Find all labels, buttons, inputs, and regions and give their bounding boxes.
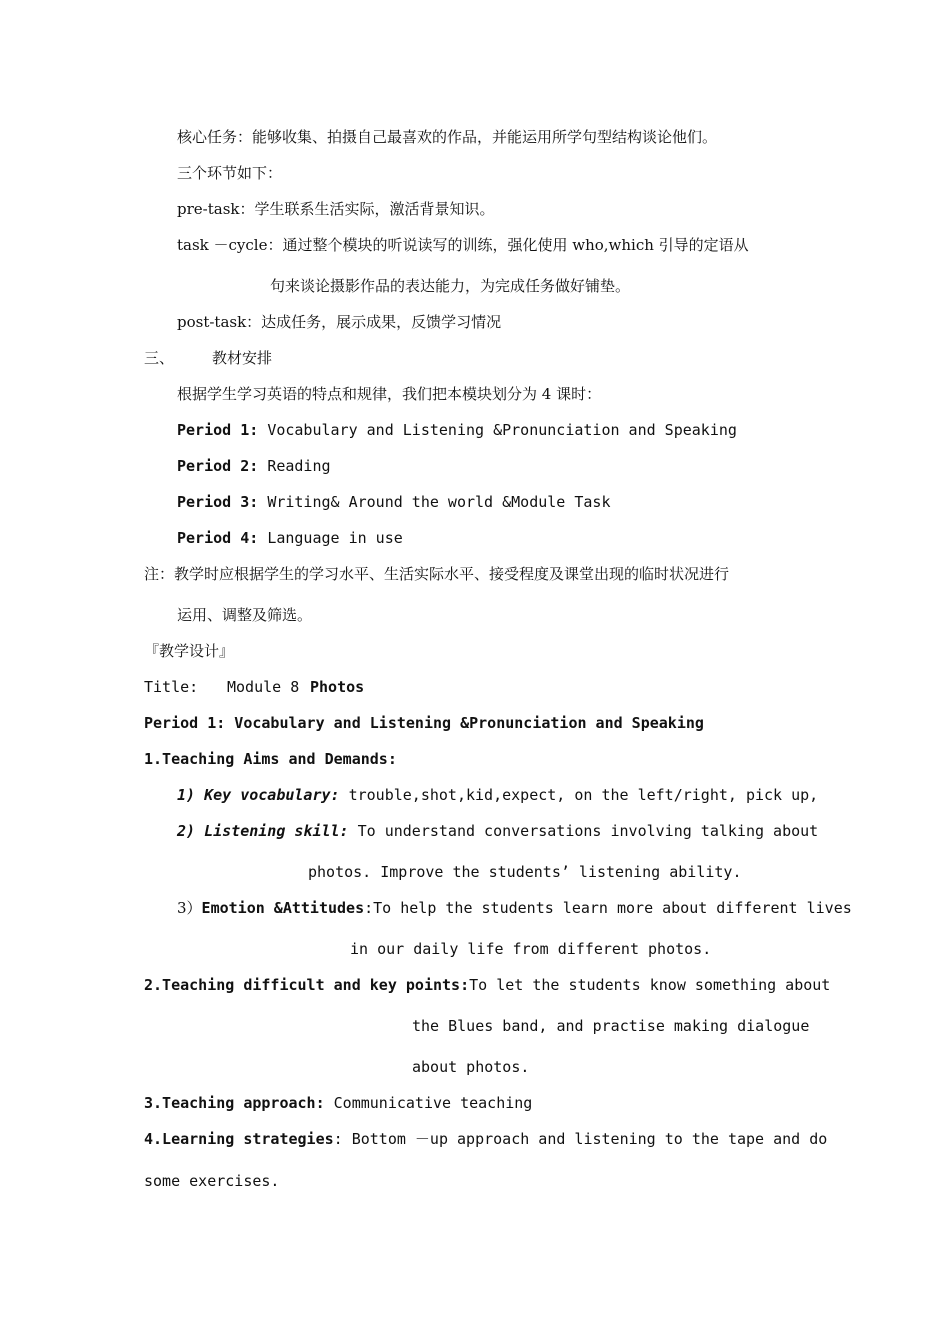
difficult-text: To let the students know something about (469, 976, 831, 994)
period-item (177, 492, 610, 512)
three-steps-text: 三个环节如下： (177, 164, 283, 182)
period-text: Vocabulary and Listening &Pronunciation and Speaking (267, 421, 737, 439)
aim-label: Emotion &Attitudes (201, 899, 365, 917)
aims-label: 1.Teaching Aims and Demands: (144, 750, 397, 768)
period-item (177, 456, 331, 476)
strategies-text: : Bottom －up approach and listening to the tape and do (333, 1130, 828, 1148)
period-text: Writing& Around the world &Module Task (267, 493, 611, 511)
period-heading: Period 1: Vocabulary and Listening &Pronunciation and Speaking (144, 714, 704, 732)
title-name: Photos (310, 678, 365, 696)
task-cycle-text-1: task －cycle：通过整个模块的听说读写的训练，强化使用 who,which 引导的定语从 (177, 236, 749, 254)
aim-text-continued: photos. Improve the students’ listening ability. (308, 863, 742, 881)
title-label: Title: (144, 678, 199, 696)
strategies-line (144, 1129, 828, 1149)
strategies-label: 4.Learning strategies (144, 1130, 334, 1148)
note-text-2: 运用、调整及筛选。 (177, 606, 313, 624)
period-item (177, 528, 403, 548)
aim-label: 2) Listening skill: (177, 822, 349, 840)
aim-text: To understand conversations involving talking about (357, 822, 819, 840)
title-line (144, 677, 198, 697)
difficult-points (144, 975, 831, 995)
aim-item-2 (177, 821, 819, 841)
section-intro: 根据学生学习英语的特点和规律，我们把本模块划分为 4 课时： (177, 385, 602, 403)
approach-line (144, 1093, 532, 1113)
difficult-text-continued: the Blues band, and practise making dialogue (412, 1017, 810, 1035)
aim-text-continued: in our daily life from different photos. (350, 940, 712, 958)
approach-text: Communicative teaching (333, 1094, 533, 1112)
aim-label: 1) Key vocabulary: (177, 786, 340, 804)
core-task-text: 核心任务：能够收集、拍摄自己最喜欢的作品，并能运用所学句型结构谈论他们。 (177, 128, 718, 146)
section-heading: 教材安排 (212, 349, 273, 367)
approach-label: 3.Teaching approach: (144, 1094, 325, 1112)
aim-text: trouble,shot,kid,expect, on the left/right, pick up, (348, 786, 819, 804)
design-heading: 『教学设计』 (144, 642, 235, 660)
difficult-text-end: about photos. (412, 1058, 530, 1076)
pre-task-text: pre-task：学生联系生活实际，激活背景知识。 (177, 200, 495, 218)
difficult-label: 2.Teaching difficult and key points: (144, 976, 470, 994)
aim-item-1 (177, 785, 818, 805)
aim-item-3 (177, 898, 852, 918)
aim-text: :To help the students learn more about different lives (364, 899, 852, 917)
strategies-text-continued: some exercises. (144, 1172, 280, 1190)
period-label: Period 3: (177, 493, 259, 511)
period-text: Reading (267, 457, 331, 475)
period-label: Period 4: (177, 529, 259, 547)
post-task-text: post-task：达成任务，展示成果，反馈学习情况 (177, 313, 502, 331)
note-text-1: 注：教学时应根据学生的学习水平、生活实际水平、接受程度及课堂出现的临时状况进行 (144, 565, 730, 583)
task-cycle-text-2: 句来谈论摄影作品的表达能力，为完成任务做好铺垫。 (270, 277, 631, 295)
period-item (177, 420, 737, 440)
period-label: Period 2: (177, 457, 259, 475)
section-number: 三、 (144, 349, 175, 367)
period-label: Period 1: (177, 421, 259, 439)
period-text: Language in use (267, 529, 403, 547)
title-module: Module 8 (227, 678, 300, 696)
aim-number: 3） (177, 899, 202, 917)
